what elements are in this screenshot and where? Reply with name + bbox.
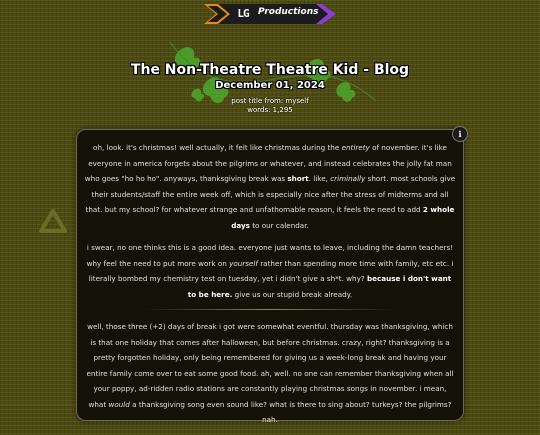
lg-logo: LG	[237, 7, 249, 20]
text-segment: short. most schools give their students/staff the entire week off, which is especially nice after the stress of midterms and all that. but my school? for whatever strange and unfathomable reason, it feels the need to add	[85, 174, 456, 214]
emphasis-text: would	[108, 399, 130, 409]
paragraph	[84, 319, 456, 428]
blog-post-body	[84, 140, 456, 435]
bold-text: because i don't want to be here.	[187, 274, 452, 299]
text-segment: oh, look. it's christmas! well actually, it felt like christmas during the	[93, 143, 342, 152]
post-date: December 01, 2024	[215, 80, 325, 91]
emphasis-text: yourself	[229, 258, 258, 268]
page-title: The Non-Theatre Theatre Kid - Blog	[130, 62, 410, 78]
text-segment: well, those three (+2) days of break i got were somewhat eventful. thursday was thanksgiving, which is that one holiday that comes after halloween, but before christmas. crazy, right? thanksgiving is a pretty forgotten holiday, only being remembered for giving us a week-long break and having your entire family come over to eat some good food. ah, well. no one can remember thanksgiving when all your poppy, ad-ridden radio stations are constantly playing christmas songs in november. i mean, what	[86, 322, 454, 409]
bold-text: 2 whole days	[231, 205, 455, 230]
text-segment: rather than spending more time with family, etc etc. i literally bombed my chemistry test on tuesday, yet i didn't give a sh*t. why?	[88, 258, 454, 283]
emphasis-text: criminally	[330, 174, 366, 183]
text-segment: . like,	[308, 174, 331, 183]
text-segment: to our calendar.	[249, 220, 309, 230]
triangle-decoration	[38, 208, 68, 234]
info-icon[interactable]: i	[452, 126, 468, 142]
text-segment: i swear, no one thinks this is a good idea. everyone just wants to leave, including the damn teachers! why feel the need to put more work on	[86, 243, 454, 268]
section-divider	[144, 309, 396, 310]
paragraph	[84, 140, 456, 233]
post-title-source: post title from: myself	[231, 97, 309, 105]
site-banner[interactable]	[204, 4, 336, 24]
emphasis-text: entirety	[341, 143, 370, 152]
brand-name: Productions	[258, 7, 319, 17]
text-segment: a thanksgiving song even sound like? what is there to sing about? turkeys? the pilgrims? nah.	[129, 399, 452, 424]
text-segment: of november. it's like everyone in america forgets about the pilgrims or whatever, and instead celebrates the jolly fat man who goes "ho ho ho". anyways, thanksgiving break was	[84, 143, 452, 183]
text-segment: give us our stupid break already.	[232, 289, 353, 299]
word-count: words: 1,295	[247, 106, 293, 114]
paragraph	[84, 240, 456, 302]
bold-text: short	[287, 174, 309, 183]
